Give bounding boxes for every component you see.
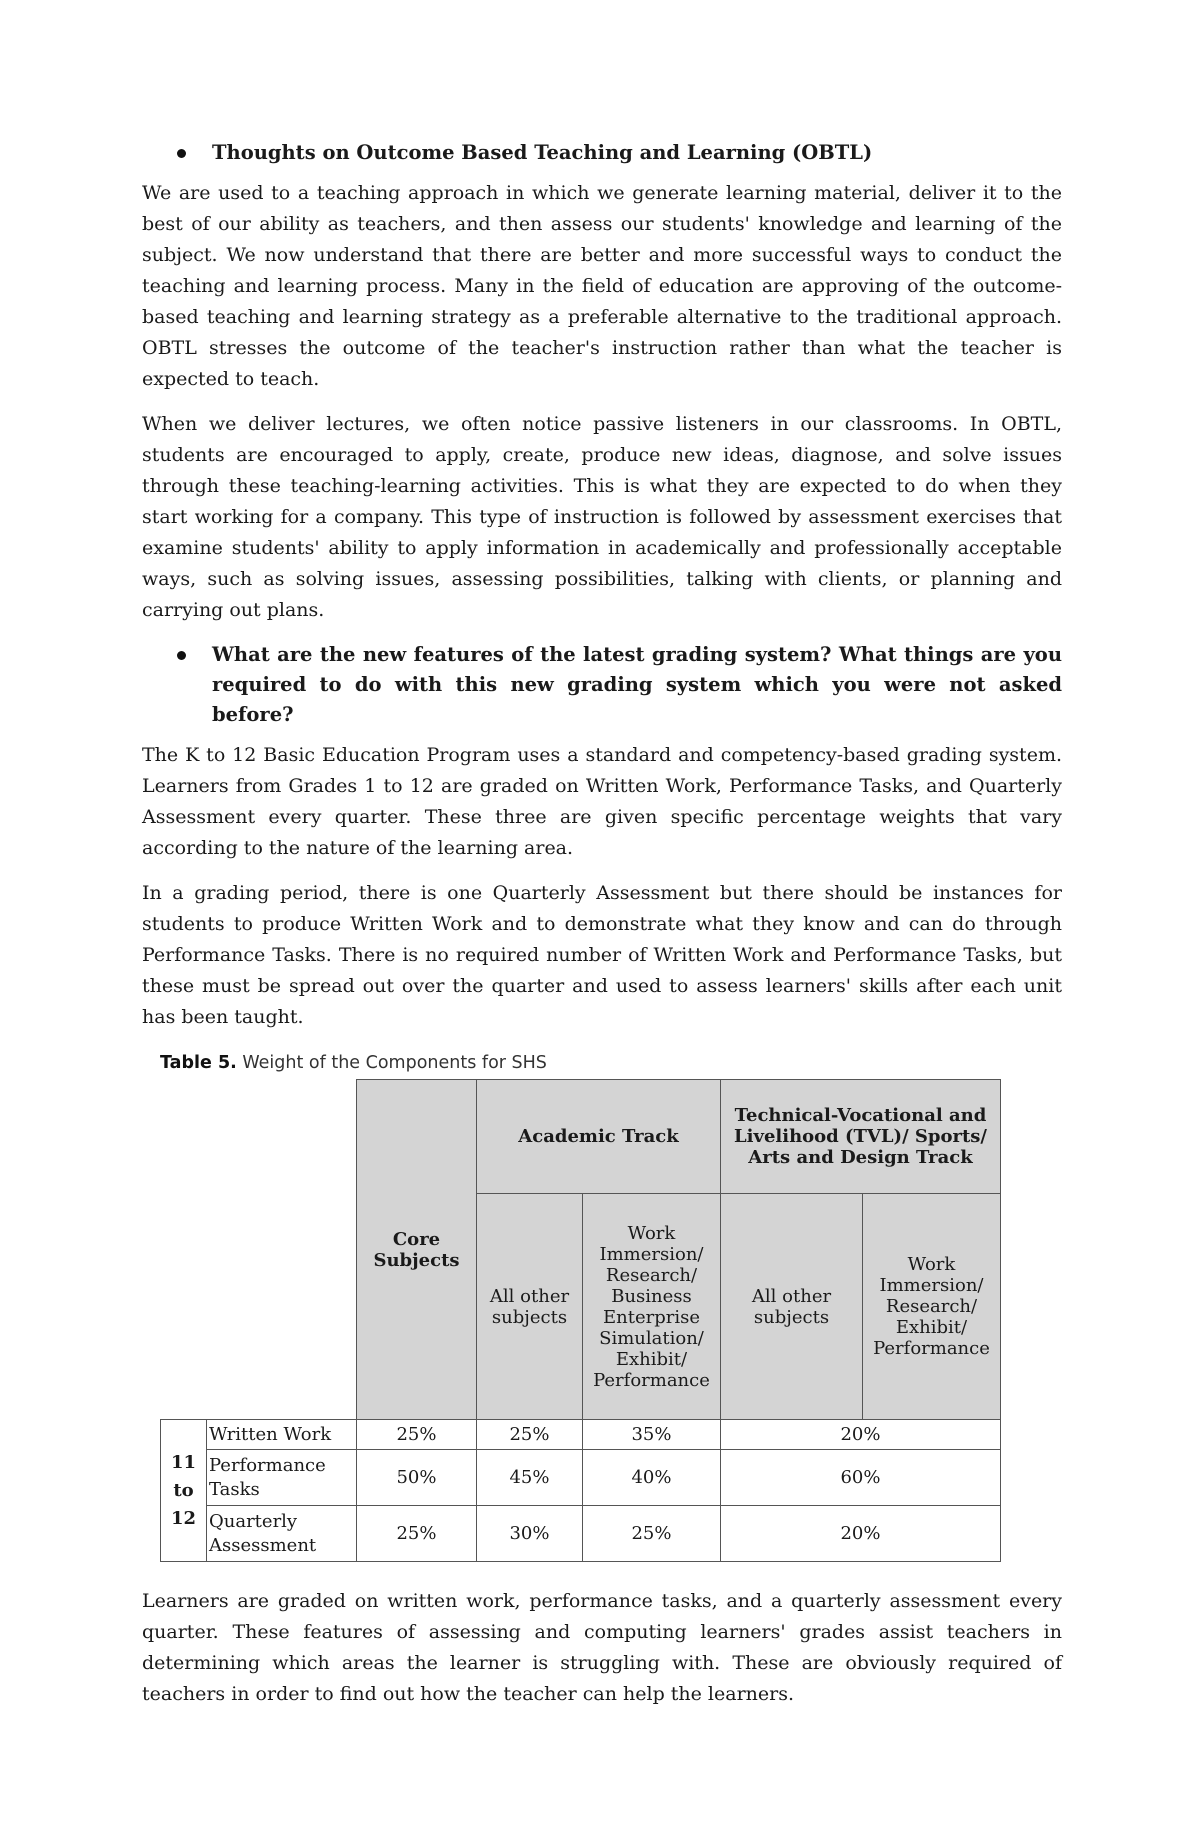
paragraph: In a grading period, there is one Quarterly Assessment but there should be instances for students to produce Written Work and to demonstrate what they know and can do through Performance Tasks. There is no required number of Written Work and Performance Tasks, but these must be spread out over the quarter and used to assess learners' skills after each unit has been taught. bbox=[142, 882, 1062, 1028]
grade-level-cell bbox=[161, 1420, 207, 1562]
table-row bbox=[161, 1420, 1001, 1450]
value-cell: 35% bbox=[583, 1420, 721, 1450]
section-heading-grading bbox=[142, 640, 1062, 730]
value-cell: 30% bbox=[477, 1506, 583, 1562]
paragraph: Learners are graded on written work, performance tasks, and a quarterly assessment every quarter. These features of assessing and computing learners' grades assist teachers in determining which areas the learner is struggling with. These are obviously required of teachers in order to find out how the teacher can help the learners. bbox=[142, 1590, 1062, 1705]
header-academic-work: Work Immersion/ Research/ Business Enterprise Simulation/ Exhibit/ Performance bbox=[583, 1194, 721, 1420]
table-caption bbox=[160, 1053, 1062, 1073]
paragraph: We are used to a teaching approach in which we generate learning material, deliver it to the best of our ability as teachers, and then assess our students' knowledge and learning of the subject. We now understand that there are better and more successful ways to conduct the teaching and learning process. Many in the field of education are approving of the outcome-based teaching and learning strategy as a preferable alternative to the traditional approach. OBTL stresses the outcome of the teacher's instruction rather than what the teacher is expected to teach. bbox=[142, 182, 1062, 390]
table-caption-text: Weight of the Components for SHS bbox=[242, 1053, 547, 1073]
grade-label: 12 bbox=[170, 1507, 197, 1529]
grade-label: to bbox=[173, 1479, 194, 1501]
header-tvl-track: Technical-Vocational and Livelihood (TVL)/ Sports/ Arts and Design Track bbox=[721, 1080, 1001, 1194]
heading-text: Thoughts on Outcome Based Teaching and Learning (OBTL) bbox=[212, 141, 873, 164]
value-cell: 60% bbox=[721, 1450, 1001, 1506]
value-cell: 20% bbox=[721, 1506, 1001, 1562]
value-cell: 45% bbox=[477, 1450, 583, 1506]
value-cell: 25% bbox=[583, 1506, 721, 1562]
table-caption-label: Table 5. bbox=[160, 1053, 237, 1073]
bullet-icon bbox=[177, 149, 186, 158]
paragraph: The K to 12 Basic Education Program uses a standard and competency-based grading system. Learners from Grades 1 to 12 are graded on Written Work, Performance Tasks, and Quarterly Assessment every quarter. These three are given specific percentage weights that vary according to the nature of the learning area. bbox=[142, 744, 1062, 859]
header-core-subjects: Core Subjects bbox=[357, 1080, 477, 1420]
header-tvl-other: All other subjects bbox=[721, 1194, 863, 1420]
value-cell: 25% bbox=[357, 1506, 477, 1562]
table-row bbox=[161, 1450, 1001, 1506]
weights-table bbox=[160, 1079, 1001, 1562]
table-row bbox=[161, 1506, 1001, 1562]
heading-text: What are the new features of the latest grading system? What things are you required to do with this new grading system which you were not asked before? bbox=[212, 643, 1062, 726]
value-cell: 20% bbox=[721, 1420, 1001, 1450]
component-label: Quarterly Assessment bbox=[207, 1506, 357, 1562]
section-heading-obtl bbox=[142, 138, 1062, 168]
blank-corner bbox=[161, 1080, 357, 1420]
bullet-icon bbox=[177, 651, 186, 660]
value-cell: 25% bbox=[477, 1420, 583, 1450]
value-cell: 40% bbox=[583, 1450, 721, 1506]
value-cell: 50% bbox=[357, 1450, 477, 1506]
component-label: Performance Tasks bbox=[207, 1450, 357, 1506]
document-page bbox=[142, 138, 1062, 1724]
header-academic-track: Academic Track bbox=[477, 1080, 721, 1194]
header-academic-other: All other subjects bbox=[477, 1194, 583, 1420]
grade-label: 11 bbox=[170, 1451, 197, 1473]
component-label: Written Work bbox=[207, 1420, 357, 1450]
value-cell: 25% bbox=[357, 1420, 477, 1450]
header-tvl-work: Work Immersion/ Research/ Exhibit/ Performance bbox=[863, 1194, 1001, 1420]
paragraph: When we deliver lectures, we often notice passive listeners in our classrooms. In OBTL, students are encouraged to apply, create, produce new ideas, diagnose, and solve issues through these teaching-learning activities. This is what they are expected to do when they start working for a company. This type of instruction is followed by assessment exercises that examine students' ability to apply information in academically and professionally acceptable ways, such as solving issues, assessing possibilities, talking with clients, or planning and carrying out plans. bbox=[142, 413, 1062, 621]
